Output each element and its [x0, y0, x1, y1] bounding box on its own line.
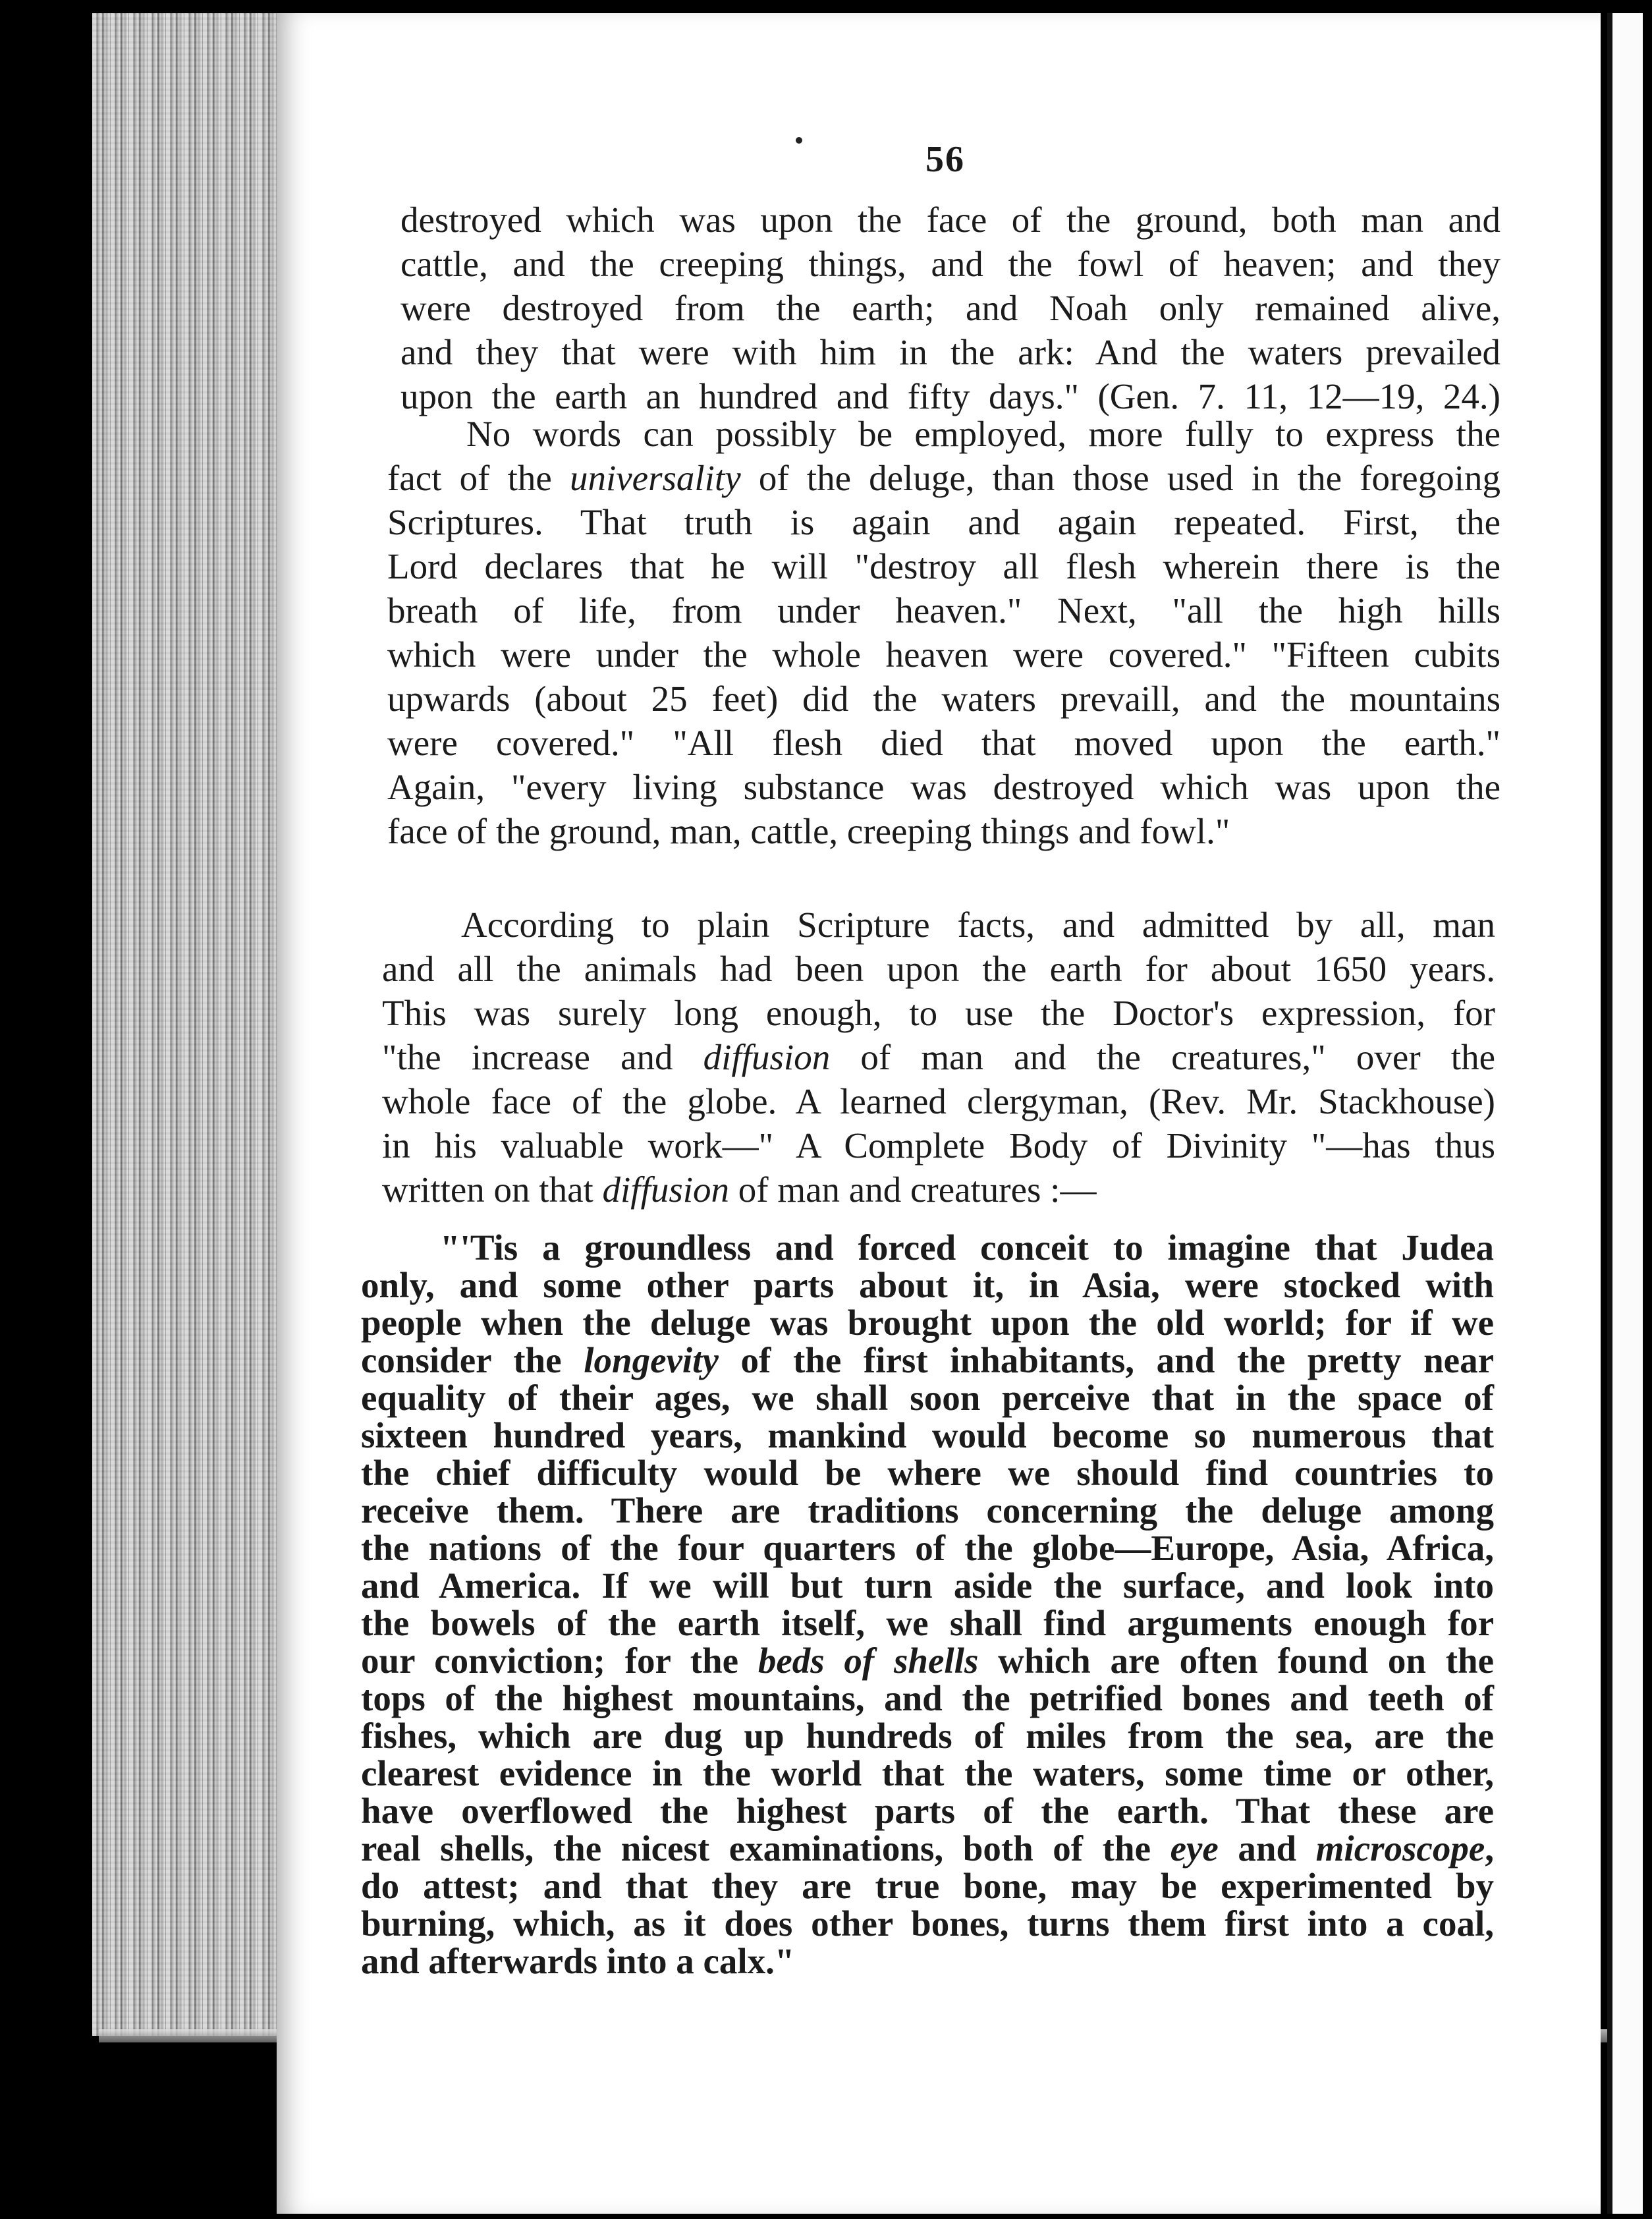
text-line: and America. If we will but turn aside the surface, and look into [361, 1565, 1494, 1606]
text-line: "'Tis a groundless and forced conceit to imagine that Judea [440, 1227, 1494, 1268]
text-line: cattle, and the creeping things, and the fowl of heaven; and they [400, 244, 1501, 284]
text-line: real shells, the nicest examinations, both of the eye and microscope, [361, 1828, 1495, 1868]
text-line: upwards (about 25 feet) did the waters prevaill, and the mountains [387, 679, 1501, 719]
text-line: breath of life, from under heaven." Next, "all the high hills [387, 590, 1501, 631]
text-line: clearest evidence in the world that the waters, some time or other, [361, 1753, 1494, 1793]
text-line: have overflowed the highest parts of the earth. That these are [361, 1791, 1494, 1831]
text-line: face of the ground, man, cattle, creeping things and fowl." [387, 811, 1230, 851]
page-number: 56 [925, 139, 965, 180]
text-line: only, and some other parts about it, in Asia, were stocked with [361, 1265, 1494, 1305]
text-line: the bowels of the earth itself, we shall find arguments enough for [361, 1603, 1494, 1643]
text-line: people when the deluge was brought upon the old world; for if we [361, 1303, 1494, 1343]
ink-speck [796, 137, 802, 144]
text-line: which were under the whole heaven were covered." "Fifteen cubits [387, 634, 1501, 675]
facing-page-edge [1607, 13, 1643, 2214]
text-line: No words can possibly be employed, more fully to express the [466, 414, 1501, 454]
text-line: Again, "every living substance was destroyed which was upon the [387, 767, 1501, 807]
text-line: whole face of the globe. A learned clergyman, (Rev. Mr. Stackhouse) [382, 1081, 1495, 1121]
text-line: According to plain Scripture facts, and admitted by all, man [461, 905, 1495, 945]
text-line: were covered." "All flesh died that moved upon the earth." [387, 723, 1501, 763]
text-line: Scriptures. That truth is again and again repeated. First, the [387, 502, 1501, 542]
text-line: tops of the highest mountains, and the petrified bones and teeth of [361, 1678, 1494, 1718]
book-page-edges [92, 13, 283, 2036]
text-line: were destroyed from the earth; and Noah only remained alive, [400, 288, 1501, 328]
text-line: receive them. There are traditions concerning the deluge among [361, 1490, 1494, 1531]
text-line: destroyed which was upon the face of the ground, both man and [400, 200, 1501, 240]
text-line: burning, which, as it does other bones, turns them first into a coal, [361, 1903, 1494, 1944]
paragraph-3 [382, 903, 1495, 1212]
text-line: and all the animals had been upon the earth for about 1650 years. [382, 949, 1495, 989]
text-line: "the increase and diffusion of man and the creatures," over the [382, 1037, 1495, 1077]
text-line: fact of the universality of the deluge, than those used in the foregoing [387, 458, 1501, 498]
text-line: do attest; and that they are true bone, may be experimented by [361, 1866, 1494, 1906]
paragraph-1 [400, 198, 1501, 418]
text-line: written on that diffusion of man and creatures :— [382, 1169, 1097, 1210]
text-line: in his valuable work—" A Complete Body of Divinity "—has thus [382, 1125, 1495, 1166]
text-line: our conviction; for the beds of shells which are often found on the [361, 1641, 1495, 1681]
text-line: consider the longevity of the first inhabitants, and the pretty near [361, 1340, 1494, 1380]
text-line: Lord declares that he will "destroy all flesh wherein there is the [387, 546, 1501, 586]
text-line: This was surely long enough, to use the Doctor's expression, for [382, 993, 1495, 1033]
text-line: sixteen hundred years, mankind would become so numerous that [361, 1415, 1494, 1455]
text-line: the nations of the four quarters of the globe—Europe, Asia, Africa, [361, 1528, 1494, 1568]
text-line: and they that were with him in the ark: And the waters prevailed [400, 332, 1501, 372]
text-line: fishes, which are dug up hundreds of miles from the sea, are the [361, 1716, 1494, 1756]
text-line: equality of their ages, we shall soon perceive that in the space of [361, 1378, 1494, 1418]
text-line: upon the earth an hundred and fifty days." (Gen. 7. 11, 12—19, 24.) [400, 376, 1501, 416]
paragraph-2 [387, 412, 1501, 853]
text-line: and afterwards into a calx." [361, 1941, 795, 1981]
text-line: the chief difficulty would be where we should find countries to [361, 1453, 1494, 1493]
quotation-paragraph [361, 1229, 1494, 1980]
